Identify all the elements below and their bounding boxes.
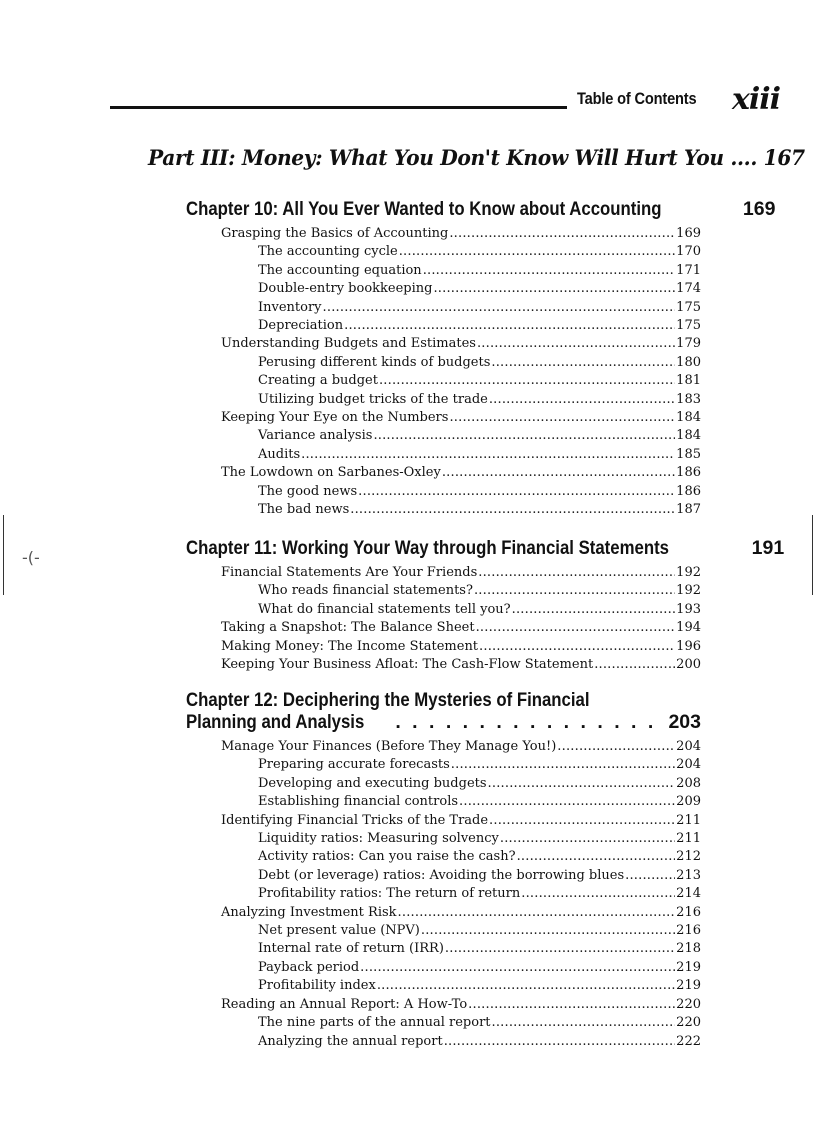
- entry-page: 193: [676, 601, 701, 617]
- dot-leader: [358, 483, 675, 501]
- toc-entry[interactable]: [186, 446, 701, 464]
- entry-title: Manage Your Finances (Before They Manage You!): [221, 739, 557, 754]
- entry-title: What do financial statements tell you?: [258, 601, 511, 617]
- entry-title: Payback period: [258, 959, 360, 975]
- toc-entry[interactable]: [186, 299, 701, 317]
- entry-page: 200: [676, 657, 701, 673]
- dot-leader: [373, 427, 675, 445]
- dot-leader: [479, 638, 675, 656]
- chapter-page: 191: [751, 537, 785, 559]
- entry-page: 211: [676, 831, 701, 847]
- dot-leader: [449, 225, 675, 243]
- dot-leader: [445, 940, 675, 958]
- entry-page: 196: [676, 638, 701, 654]
- entry-title: Financial Statements Are Your Friends: [221, 565, 478, 580]
- dot-leader: [398, 904, 676, 922]
- entry-title: Profitability ratios: The return of return: [258, 886, 521, 902]
- toc-entry[interactable]: [186, 317, 701, 335]
- entry-title: Net present value (NPV): [258, 923, 420, 939]
- toc-entry[interactable]: [186, 885, 701, 903]
- entry-title: Establishing financial controls: [258, 794, 459, 810]
- running-head: Table of Contents: [577, 89, 697, 108]
- entry-page: 175: [676, 318, 701, 334]
- toc-entry[interactable]: [186, 922, 701, 940]
- entry-title: Taking a Snapshot: The Balance Sheet: [221, 620, 475, 636]
- entry-title: The accounting cycle: [258, 244, 398, 260]
- entry-page: 175: [676, 299, 701, 315]
- dot-leader: [474, 582, 675, 600]
- dot-leader: [476, 619, 676, 637]
- dot-leader: [395, 711, 666, 733]
- toc-entry[interactable]: [186, 996, 701, 1014]
- dot-leader: [478, 564, 675, 582]
- toc-entry[interactable]: [186, 354, 701, 372]
- entry-title: The bad news: [258, 502, 350, 518]
- entry-page: 194: [676, 620, 701, 636]
- entry-page: 212: [676, 849, 701, 865]
- entry-title: The nine parts of the annual report: [258, 1015, 491, 1031]
- entry-title: Depreciation: [258, 318, 344, 334]
- dot-leader: [377, 977, 675, 995]
- entry-list: [186, 225, 701, 520]
- entry-title: Variance analysis: [258, 428, 373, 444]
- toc-entry[interactable]: [186, 225, 701, 243]
- entry-page: 185: [676, 446, 701, 462]
- entry-title: Preparing accurate forecasts: [258, 757, 450, 773]
- dot-leader: [301, 446, 675, 464]
- dot-leader: [344, 317, 675, 335]
- entry-page: 184: [676, 428, 701, 444]
- toc-entry[interactable]: [186, 738, 701, 756]
- entry-title: Internal rate of return (IRR): [258, 941, 444, 957]
- toc-entry[interactable]: [186, 1014, 701, 1032]
- dot-leader: [517, 848, 676, 866]
- entry-title: Audits: [258, 446, 301, 462]
- entry-title: Keeping Your Eye on the Numbers: [221, 410, 449, 426]
- entry-title: Inventory: [258, 299, 322, 315]
- entry-title: Reading an Annual Report: A How-To: [221, 996, 468, 1012]
- chapter-heading[interactable]: [186, 537, 785, 559]
- toc-entry[interactable]: [186, 812, 701, 830]
- toc-entry[interactable]: [186, 756, 701, 774]
- entry-title: The accounting equation: [258, 262, 422, 278]
- entry-page: 213: [676, 867, 701, 883]
- entry-title: The good news: [258, 483, 358, 499]
- toc-entry[interactable]: [186, 830, 701, 848]
- entry-page: 169: [676, 226, 701, 241]
- entry-page: 222: [676, 1033, 701, 1049]
- entry-title: Liquidity ratios: Measuring solvency: [258, 831, 499, 847]
- toc-entry[interactable]: [186, 1033, 701, 1051]
- dot-leader: [512, 601, 676, 619]
- toc-entry[interactable]: [186, 775, 701, 793]
- entry-page: 180: [676, 354, 701, 370]
- dot-leader: [557, 738, 675, 756]
- entry-page: 219: [676, 978, 701, 994]
- chapter-heading-line2[interactable]: [186, 711, 701, 733]
- page-number: xiii: [732, 82, 781, 117]
- toc-entry[interactable]: [186, 619, 701, 637]
- dot-leader: [399, 243, 675, 261]
- toc-entry[interactable]: [186, 427, 701, 445]
- entry-page: 220: [676, 1015, 701, 1031]
- dot-leader: [459, 793, 675, 811]
- chapter-title: Chapter 10: All You Ever Wanted to Know about Accounting: [186, 198, 662, 220]
- entry-title: Profitability index: [258, 978, 376, 994]
- toc-entry[interactable]: [186, 483, 701, 501]
- dot-leader: [350, 501, 675, 519]
- chapter-page: 169: [742, 198, 776, 220]
- entry-page: 218: [676, 941, 701, 957]
- toc-entry[interactable]: [186, 564, 701, 582]
- entry-title: Understanding Budgets and Estimates: [221, 336, 476, 352]
- entry-list: [186, 564, 701, 674]
- dot-leader: [360, 959, 675, 977]
- entry-title: Perusing different kinds of budgets: [258, 354, 491, 370]
- dot-leader: [444, 1033, 675, 1051]
- dot-leader: [421, 922, 675, 940]
- toc-entry[interactable]: [186, 262, 701, 280]
- entry-page: 181: [676, 373, 701, 389]
- entry-title: Double-entry bookkeeping: [258, 281, 433, 297]
- crop-mark-left: [3, 515, 4, 595]
- dot-leader: [451, 756, 675, 774]
- dot-leader: [449, 409, 675, 427]
- entry-page: 220: [676, 996, 701, 1012]
- dot-leader: [323, 299, 676, 317]
- registration-mark-icon: -(-: [22, 548, 40, 567]
- dot-leader: [500, 830, 675, 848]
- entry-title: Identifying Financial Tricks of the Trade: [221, 812, 489, 828]
- chapter-10-block: [186, 198, 776, 520]
- toc-entry[interactable]: [186, 904, 701, 922]
- entry-title: Keeping Your Business Afloat: The Cash-Flow Statement: [221, 657, 594, 673]
- chapter-title-line1: Chapter 12: Deciphering the Mysteries of Financial: [186, 689, 590, 711]
- toc-entry[interactable]: [186, 867, 701, 885]
- entry-title: Analyzing the annual report: [258, 1033, 443, 1049]
- entry-title: Developing and executing budgets: [258, 775, 487, 791]
- part-title: Part III: Money: What You Don't Know Will Hurt You .... 167: [148, 146, 805, 171]
- entry-title: Activity ratios: Can you raise the cash?: [258, 849, 516, 865]
- entry-page: 170: [676, 244, 701, 260]
- chapter-title: Chapter 11: Working Your Way through Financial Statements: [186, 537, 669, 559]
- chapter-heading[interactable]: [186, 198, 776, 220]
- chapter-title-line2: Planning and Analysis: [186, 711, 365, 733]
- entry-title: Debt (or leverage) ratios: Avoiding the borrowing blues: [258, 867, 625, 883]
- toc-entry[interactable]: [186, 940, 701, 958]
- entry-list: [186, 738, 701, 1051]
- entry-title: Grasping the Basics of Accounting: [221, 226, 449, 241]
- toc-entry[interactable]: [186, 464, 701, 482]
- dot-leader: [379, 372, 675, 390]
- entry-title: Analyzing Investment Risk: [221, 904, 397, 920]
- dot-leader: [489, 391, 675, 409]
- dot-leader: [492, 1014, 676, 1032]
- entry-title: Creating a budget: [258, 373, 378, 389]
- dot-leader: [477, 335, 675, 353]
- toc-entry[interactable]: [186, 243, 701, 261]
- entry-page: 183: [676, 391, 701, 407]
- dot-leader: [625, 867, 675, 885]
- entry-title: Who reads financial statements?: [258, 583, 473, 599]
- dot-leader: [433, 280, 675, 298]
- toc-entry[interactable]: [186, 335, 701, 353]
- toc-entry[interactable]: [186, 656, 701, 674]
- entry-page: 214: [676, 886, 701, 902]
- header-rule: [110, 106, 567, 109]
- entry-page: 204: [676, 739, 701, 754]
- entry-page: 174: [676, 281, 701, 297]
- entry-page: 179: [676, 336, 701, 352]
- dot-leader: [521, 885, 675, 903]
- toc-entry[interactable]: [186, 848, 701, 866]
- dot-leader: [442, 464, 675, 482]
- entry-page: 187: [676, 502, 701, 518]
- entry-page: 209: [676, 794, 701, 810]
- entry-title: The Lowdown on Sarbanes-Oxley: [221, 465, 441, 481]
- toc-entry[interactable]: [186, 582, 701, 600]
- toc-entry[interactable]: [186, 501, 701, 519]
- dot-leader: [489, 812, 675, 830]
- dot-leader: [423, 262, 675, 280]
- toc-entry[interactable]: [186, 601, 701, 619]
- toc-entry[interactable]: [186, 638, 701, 656]
- entry-page: 192: [676, 565, 701, 580]
- toc-entry[interactable]: [186, 959, 701, 977]
- dot-leader: [488, 775, 676, 793]
- dot-leader: [594, 656, 675, 674]
- toc-entry[interactable]: [186, 372, 701, 390]
- chapter-11-block: [186, 537, 785, 674]
- entry-page: 216: [676, 904, 701, 920]
- chapter-page: 203: [668, 711, 701, 733]
- crop-mark-right: [812, 515, 813, 595]
- toc-entry[interactable]: [186, 409, 701, 427]
- toc-entry[interactable]: [186, 391, 701, 409]
- toc-entry[interactable]: [186, 280, 701, 298]
- entry-page: 171: [676, 262, 701, 278]
- entry-page: 186: [676, 483, 701, 499]
- entry-title: Utilizing budget tricks of the trade: [258, 391, 488, 407]
- entry-title: Making Money: The Income Statement: [221, 638, 479, 654]
- entry-page: 208: [676, 775, 701, 791]
- dot-leader: [491, 354, 675, 372]
- chapter-12-block: [186, 689, 701, 1051]
- entry-page: 211: [676, 812, 701, 828]
- entry-page: 192: [676, 583, 701, 599]
- dot-leader: [468, 996, 675, 1014]
- toc-entry[interactable]: [186, 793, 701, 811]
- entry-page: 184: [676, 410, 701, 426]
- entry-page: 216: [676, 923, 701, 939]
- entry-page: 204: [676, 757, 701, 773]
- chapter-heading-line1[interactable]: [186, 689, 701, 711]
- entry-page: 186: [676, 465, 701, 481]
- toc-entry[interactable]: [186, 977, 701, 995]
- entry-page: 219: [676, 959, 701, 975]
